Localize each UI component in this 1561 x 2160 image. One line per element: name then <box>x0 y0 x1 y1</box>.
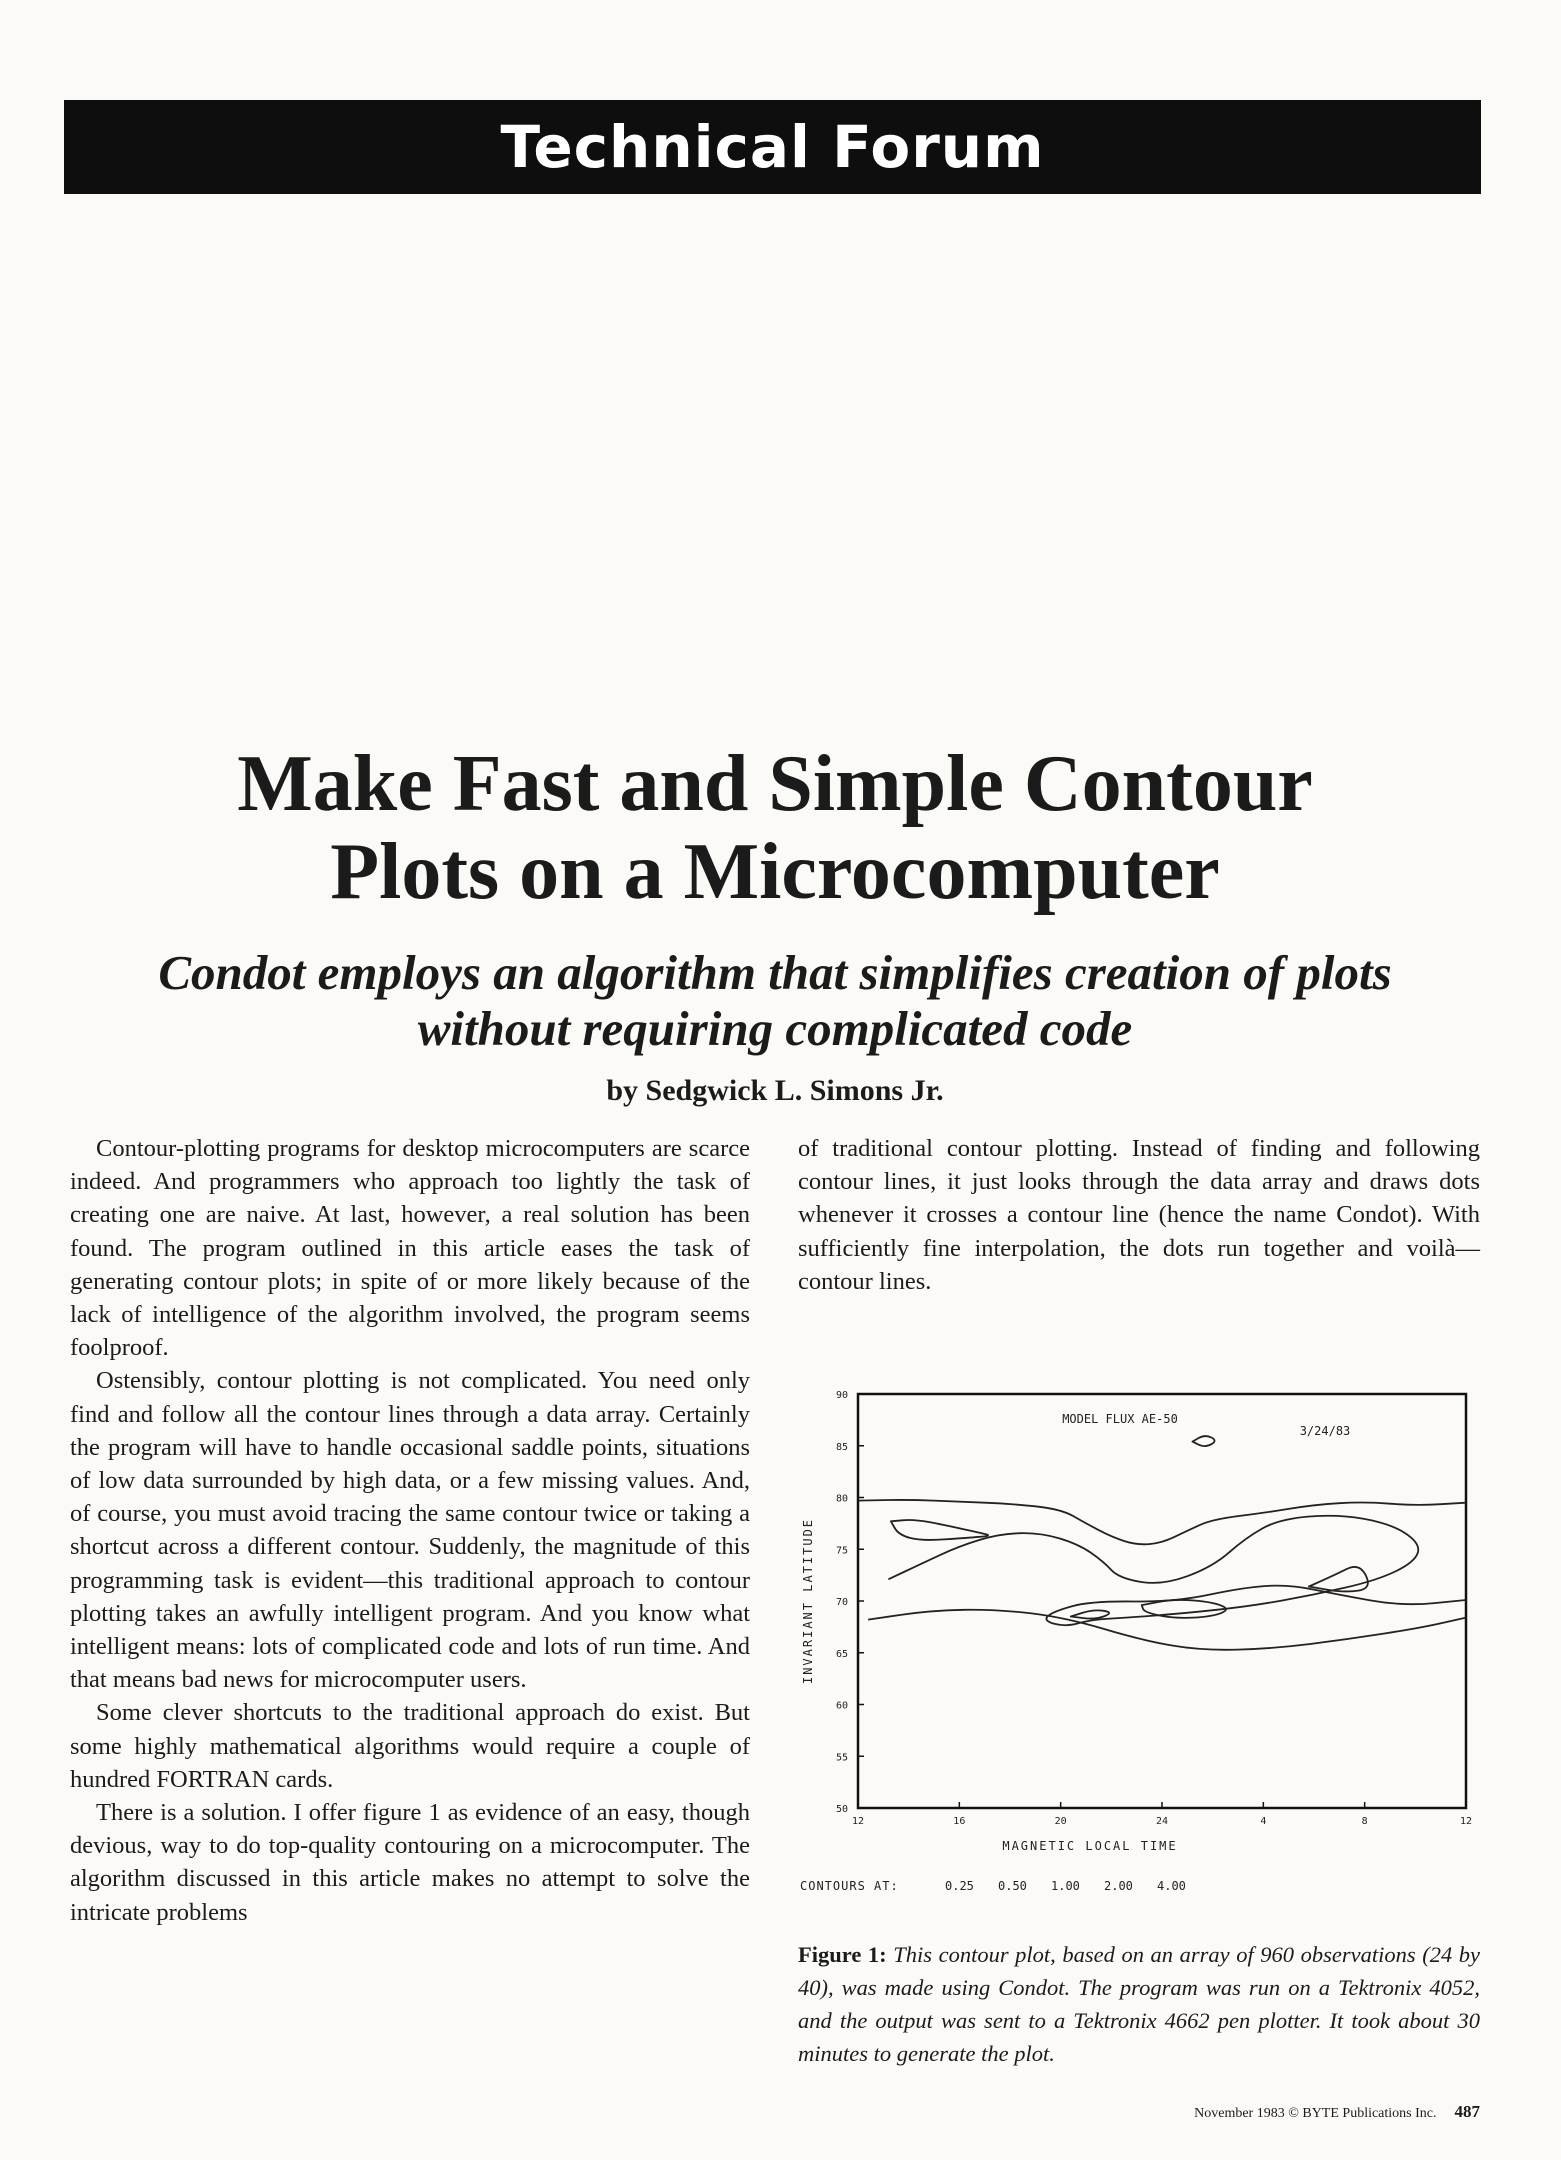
section-title: Technical Forum <box>500 113 1045 181</box>
paragraph: There is a solution. I offer figure 1 as evidence of an easy, though devious, way to do top-quality contouring on a microcomputer. The algorithm discussed in this article makes no attempt to solve the intricate problems <box>70 1799 750 1926</box>
contour-level-value: 0.25 <box>945 1879 974 1893</box>
y-tick-label: 55 <box>835 1752 848 1764</box>
paragraph: Ostensibly, contour plotting is not complicated. You need only find and follow all the contour lines through a data array. Certainly the program will have to handle occasional saddle points, situations of low data surrounded by high data, or a few missing values. And, of course, you must avoid tracing the same contour twice or taking a shortcut across a different contour. Suddenly, the magnitude of this programming task is evident—this traditional approach to contour plotting takes an awfully intelligent program. And you know what intelligent means: lots of complicated code and lots of run time. And that means bad news for microcomputer users. <box>70 1367 750 1694</box>
y-tick-label: 75 <box>835 1545 848 1557</box>
contours-label: CONTOURS AT: <box>800 1879 899 1893</box>
x-tick-label: 12 <box>1459 1816 1473 1827</box>
footer-text: November 1983 © BYTE Publications Inc. <box>1194 2106 1437 2121</box>
contour-level-value: 0.50 <box>998 1879 1027 1893</box>
page-number: 487 <box>1454 2102 1480 2121</box>
x-tick-label: 8 <box>1361 1816 1368 1827</box>
y-tick-label: 50 <box>835 1804 848 1815</box>
body-column-left <box>70 1132 750 1929</box>
y-axis-ticks <box>836 1390 864 1815</box>
x-tick-label: 4 <box>1260 1816 1267 1827</box>
title-line-2: Plots on a Microcomputer <box>330 828 1220 916</box>
figure-caption <box>798 1938 1480 2070</box>
x-tick-label: 24 <box>1155 1816 1169 1827</box>
contour-line <box>1309 1567 1368 1592</box>
contour-levels <box>945 1879 1186 1893</box>
y-tick-label: 65 <box>835 1648 848 1660</box>
paragraph: of traditional contour plotting. Instead of finding and following contour lines, it just looks through the data array and draws dots whenever it crosses a contour line (hence the name Condot). With sufficiently fine interpolation, the dots run together and voilà—contour lines. <box>798 1135 1480 1295</box>
title-line-1: Make Fast and Simple Contour <box>237 740 1313 828</box>
x-axis-label: MAGNETIC LOCAL TIME <box>1002 1839 1178 1853</box>
contour-level-value: 1.00 <box>1051 1879 1080 1893</box>
page-footer <box>1100 2102 1480 2122</box>
x-tick-label: 12 <box>851 1816 865 1827</box>
body-column-right <box>798 1132 1480 1298</box>
y-tick-label: 90 <box>835 1390 848 1401</box>
y-axis-label: INVARIANT LATITUDE <box>801 1517 815 1685</box>
plot-date: 3/24/83 <box>1299 1424 1351 1438</box>
x-tick-label: 16 <box>953 1816 966 1827</box>
contour-line <box>1071 1610 1109 1618</box>
y-tick-label: 70 <box>835 1597 848 1608</box>
article-title <box>60 740 1490 916</box>
contour-level-value: 4.00 <box>1157 1879 1186 1893</box>
x-axis-ticks <box>852 1802 1472 1827</box>
contour-line <box>868 1610 1466 1650</box>
caption-label: Figure 1: <box>798 1942 887 1967</box>
x-tick-label: 20 <box>1054 1816 1067 1827</box>
contour-line <box>891 1520 988 1540</box>
contour-line <box>1142 1600 1226 1618</box>
section-banner <box>64 100 1481 194</box>
subtitle-line-2: without requiring complicated code <box>417 1001 1133 1056</box>
paragraph: Some clever shortcuts to the traditional approach do exist. But some highly mathematical algorithms would require a couple of hundred FORTRAN cards. <box>70 1699 750 1793</box>
y-tick-label: 85 <box>835 1441 848 1453</box>
contour-level-value: 2.00 <box>1104 1879 1133 1893</box>
paragraph: Contour-plotting programs for desktop microcomputers are scarce indeed. And programmers who approach too lightly the task of creating one are naive. At last, however, a real solution has been found. The program outlined in this article eases the task of generating contour plots; in spite of or more likely because of the lack of intelligence of the algorithm involved, the program seems foolproof. <box>70 1135 750 1362</box>
plot-title: MODEL FLUX AE-50 <box>1062 1412 1178 1426</box>
y-tick-label: 80 <box>835 1493 848 1505</box>
subtitle-line-1: Condot employs an algorithm that simplifies creation of plots <box>158 945 1392 1000</box>
caption-text: This contour plot, based on an array of 960 observations (24 by 40), was made using Condot. The program was run on a Tektronix 4052, and the output was sent to a Tektronix 4662 pen plotter. It took about 30 minutes to generate the plot. <box>798 1942 1481 2066</box>
contour-line <box>1192 1436 1214 1446</box>
contour-plot <box>790 1378 1480 1898</box>
byline: by Sedgwick L. Simons Jr. <box>606 1074 944 1107</box>
article-subtitle <box>60 945 1490 1057</box>
contour-lines <box>858 1436 1466 1650</box>
y-tick-label: 60 <box>835 1700 848 1712</box>
contour-line <box>858 1500 1466 1544</box>
